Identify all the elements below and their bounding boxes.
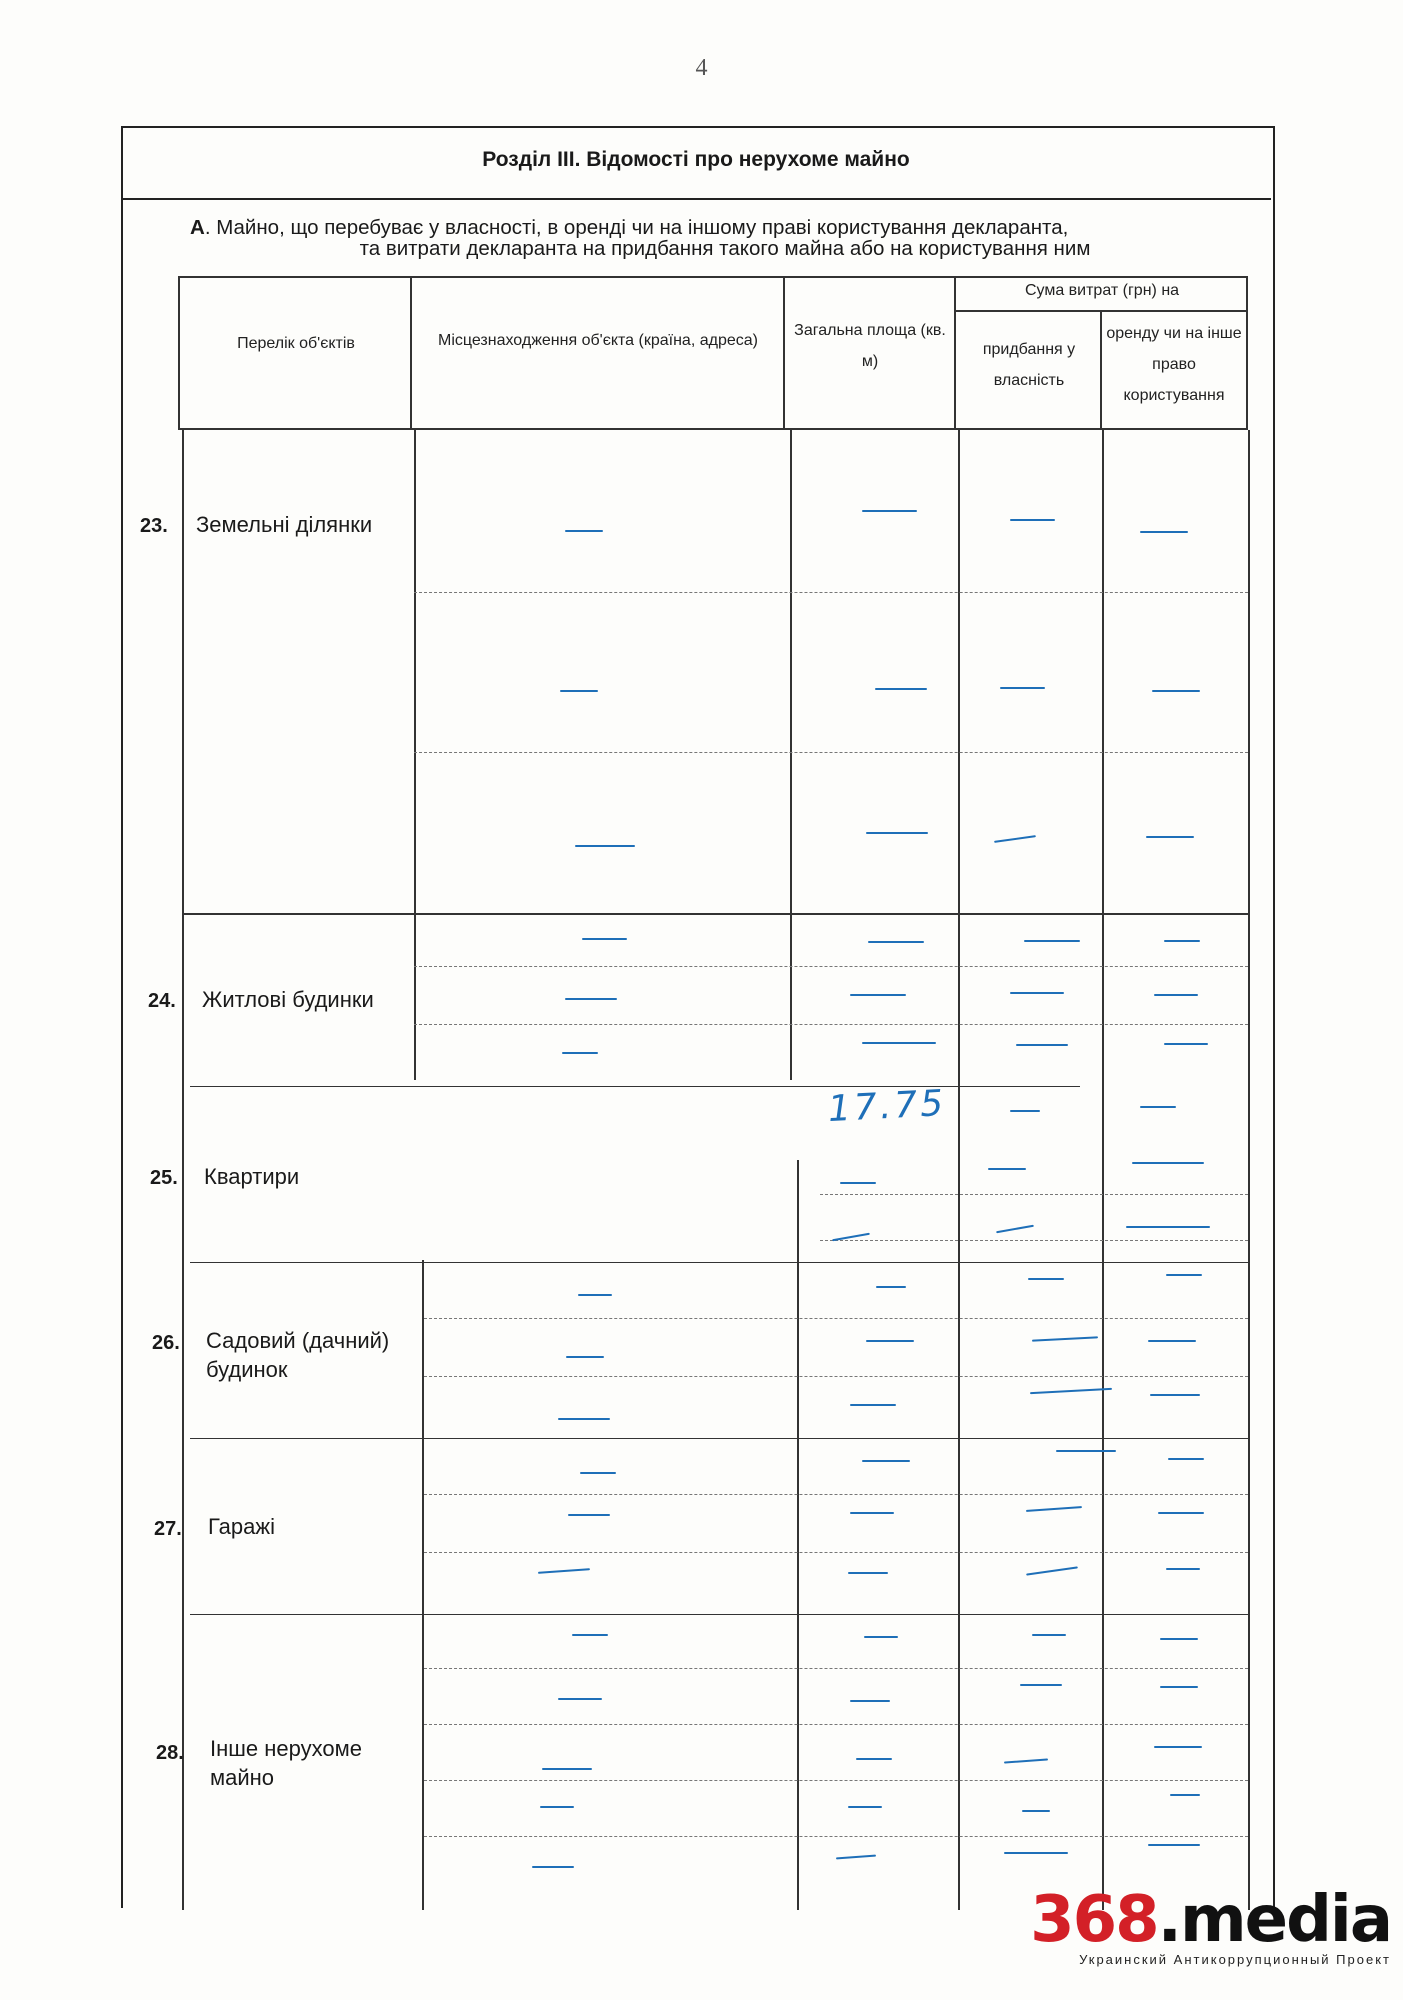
handwritten-dash [866, 832, 928, 834]
group-separator-24 [182, 913, 1248, 915]
handwritten-dash [1150, 1394, 1200, 1396]
watermark-logo-number: 368 [1030, 1883, 1158, 1957]
handwritten-dash [562, 1052, 598, 1054]
handwritten-dash [1168, 1458, 1204, 1460]
handwritten-dash [988, 1168, 1026, 1170]
intro-line-1-text: . Майно, що перебуває у власності, в оренді чи на іншому праві користування декларанта, [204, 216, 1069, 239]
body-vline-location-lower [422, 1260, 424, 1910]
subrow-separator [414, 966, 1248, 967]
group-separator-27 [190, 1438, 1248, 1439]
handwritten-dash [565, 998, 617, 1000]
handwritten-dash [866, 1340, 914, 1342]
handwritten-dash [532, 1866, 574, 1868]
handwritten-dash [580, 1472, 616, 1474]
handwritten-dash [1164, 940, 1200, 942]
handwritten-dash [1028, 1278, 1064, 1280]
handwritten-dash [862, 1042, 936, 1044]
body-vline-rent [1102, 430, 1104, 1910]
group-separator-25 [190, 1086, 1080, 1087]
subrow-separator [820, 1194, 1248, 1195]
handwritten-dash [1148, 1844, 1200, 1846]
handwritten-dash [1132, 1162, 1204, 1164]
header-location: Місцезнаходження об'єкта (країна, адреса) [438, 332, 758, 349]
handwritten-dash [1152, 690, 1200, 692]
handwritten-dash [850, 1512, 894, 1514]
subrow-separator [820, 1240, 1248, 1241]
watermark [1030, 1883, 1391, 1967]
handwritten-dash [1010, 519, 1055, 521]
handwritten-dash [856, 1758, 892, 1760]
handwritten-dash [875, 688, 927, 690]
handwritten-dash [1146, 836, 1194, 838]
handwritten-dash [558, 1418, 610, 1420]
header-objects: Перелік об'єктів [237, 335, 355, 352]
handwritten-dash [1160, 1686, 1198, 1688]
subrow-separator [424, 1724, 1248, 1725]
watermark-logo-text: .media [1157, 1883, 1391, 1957]
header-vline-5 [1246, 276, 1248, 430]
handwritten-dash [1148, 1340, 1196, 1342]
handwritten-dash [1022, 1810, 1050, 1812]
handwritten-dash [582, 938, 627, 940]
handwritten-dash [1056, 1450, 1116, 1452]
handwritten-dash [1024, 940, 1080, 942]
handwritten-dash [1154, 994, 1198, 996]
subrow-separator [424, 1376, 1248, 1377]
header-purchase: придбання у власність [982, 341, 1076, 389]
header-rent: оренду чи на інше право користування [1106, 325, 1242, 404]
header-vline-1 [410, 276, 412, 430]
row-label-land: Земельні ділянки [196, 512, 373, 537]
intro-line-2: та витрати декларанта на придбання такого майна або на користування ним [359, 237, 1091, 260]
handwritten-dash [848, 1572, 888, 1574]
body-vline-objects [182, 430, 184, 1910]
handwritten-dash [1170, 1794, 1200, 1796]
group-separator-28 [190, 1614, 1248, 1615]
handwritten-dash [572, 1634, 608, 1636]
header-cost-divider [954, 310, 1248, 312]
body-vline-location-upper [414, 430, 416, 1080]
handwritten-dash [566, 1356, 604, 1358]
section-title: Розділ III. Відомості про нерухоме майно [482, 148, 910, 171]
handwritten-dash [850, 994, 906, 996]
subrow-separator [424, 1552, 1248, 1553]
subrow-separator [424, 1780, 1248, 1781]
handwritten-dash [848, 1806, 882, 1808]
handwritten-dash [862, 510, 917, 512]
handwritten-dash [850, 1700, 890, 1702]
header-costs: Сума витрат (грн) на [1024, 282, 1180, 299]
handwritten-dash [1160, 1638, 1198, 1640]
handwritten-dash [876, 1286, 906, 1288]
row-label-apartments: Квартири [204, 1164, 300, 1189]
handwritten-dash [540, 1806, 574, 1808]
handwritten-dash [1016, 1044, 1068, 1046]
subrow-separator [424, 1668, 1248, 1669]
handwritten-dash [868, 941, 924, 943]
handwritten-dash [575, 845, 635, 847]
intro-marker: А [190, 216, 205, 239]
handwritten-dash [1140, 1106, 1176, 1108]
handwritten-dash [565, 530, 603, 532]
body-vline-area-lower [797, 1160, 799, 1910]
subrow-separator [424, 1494, 1248, 1495]
handwritten-dash [568, 1514, 610, 1516]
watermark-logo [1030, 1883, 1391, 1957]
page-number: 4 [695, 55, 708, 81]
body-vline-purchase [958, 430, 960, 1910]
header-bottom-border [178, 428, 1248, 430]
header-vline-3 [954, 276, 956, 430]
subrow-separator [424, 1318, 1248, 1319]
handwritten-dash [1032, 1634, 1066, 1636]
header-area: Загальна площа (кв. м) [794, 322, 946, 370]
handwritten-dash [1126, 1226, 1210, 1228]
body-vline-right [1248, 430, 1250, 1910]
handwritten-dash [1000, 687, 1045, 689]
handwritten-dash [862, 1460, 910, 1462]
handwritten-dash [1166, 1274, 1202, 1276]
handwritten-dash [542, 1768, 592, 1770]
handwritten-dash [1010, 1110, 1040, 1112]
handwritten-dash [1154, 1746, 1202, 1748]
title-divider [121, 198, 1271, 200]
apartment-area-value: 17.75 [827, 1082, 948, 1131]
handwritten-dash [1010, 992, 1064, 994]
header-vline-0 [178, 276, 180, 430]
handwritten-dash [560, 690, 598, 692]
handwritten-dash [840, 1182, 876, 1184]
handwritten-dash [864, 1636, 898, 1638]
handwritten-dash [1020, 1684, 1062, 1686]
header-vline-2 [783, 276, 785, 430]
row-number-28: 28. [156, 1742, 184, 1764]
row-label-other-real-estate: Інше нерухоме майно [210, 1736, 362, 1790]
row-number-24: 24. [148, 990, 176, 1012]
group-separator-26 [190, 1262, 1248, 1263]
row-number-25: 25. [150, 1167, 178, 1189]
row-label-garden-house: Садовий (дачний) будинок [206, 1328, 390, 1382]
subrow-separator [424, 1836, 1248, 1837]
subrow-separator [414, 1024, 1248, 1025]
row-number-23: 23. [140, 515, 168, 537]
subrow-separator [414, 752, 1248, 753]
handwritten-dash [1166, 1568, 1200, 1570]
handwritten-dash [1140, 531, 1188, 533]
subrow-separator [414, 592, 1248, 593]
handwritten-dash [1158, 1512, 1204, 1514]
handwritten-dash [1164, 1043, 1208, 1045]
row-number-27: 27. [154, 1518, 182, 1540]
body-vline-area-upper [790, 430, 792, 1080]
header-vline-4 [1100, 310, 1102, 430]
row-label-garages: Гаражі [208, 1514, 275, 1539]
watermark-caption: Украинский Антикоррупционный Проект [1079, 1952, 1391, 1967]
row-number-26: 26. [152, 1332, 180, 1354]
handwritten-dash [1004, 1852, 1068, 1854]
row-label-houses: Житлові будинки [202, 987, 374, 1012]
handwritten-dash [578, 1294, 612, 1296]
handwritten-dash [850, 1404, 896, 1406]
handwritten-dash [558, 1698, 602, 1700]
